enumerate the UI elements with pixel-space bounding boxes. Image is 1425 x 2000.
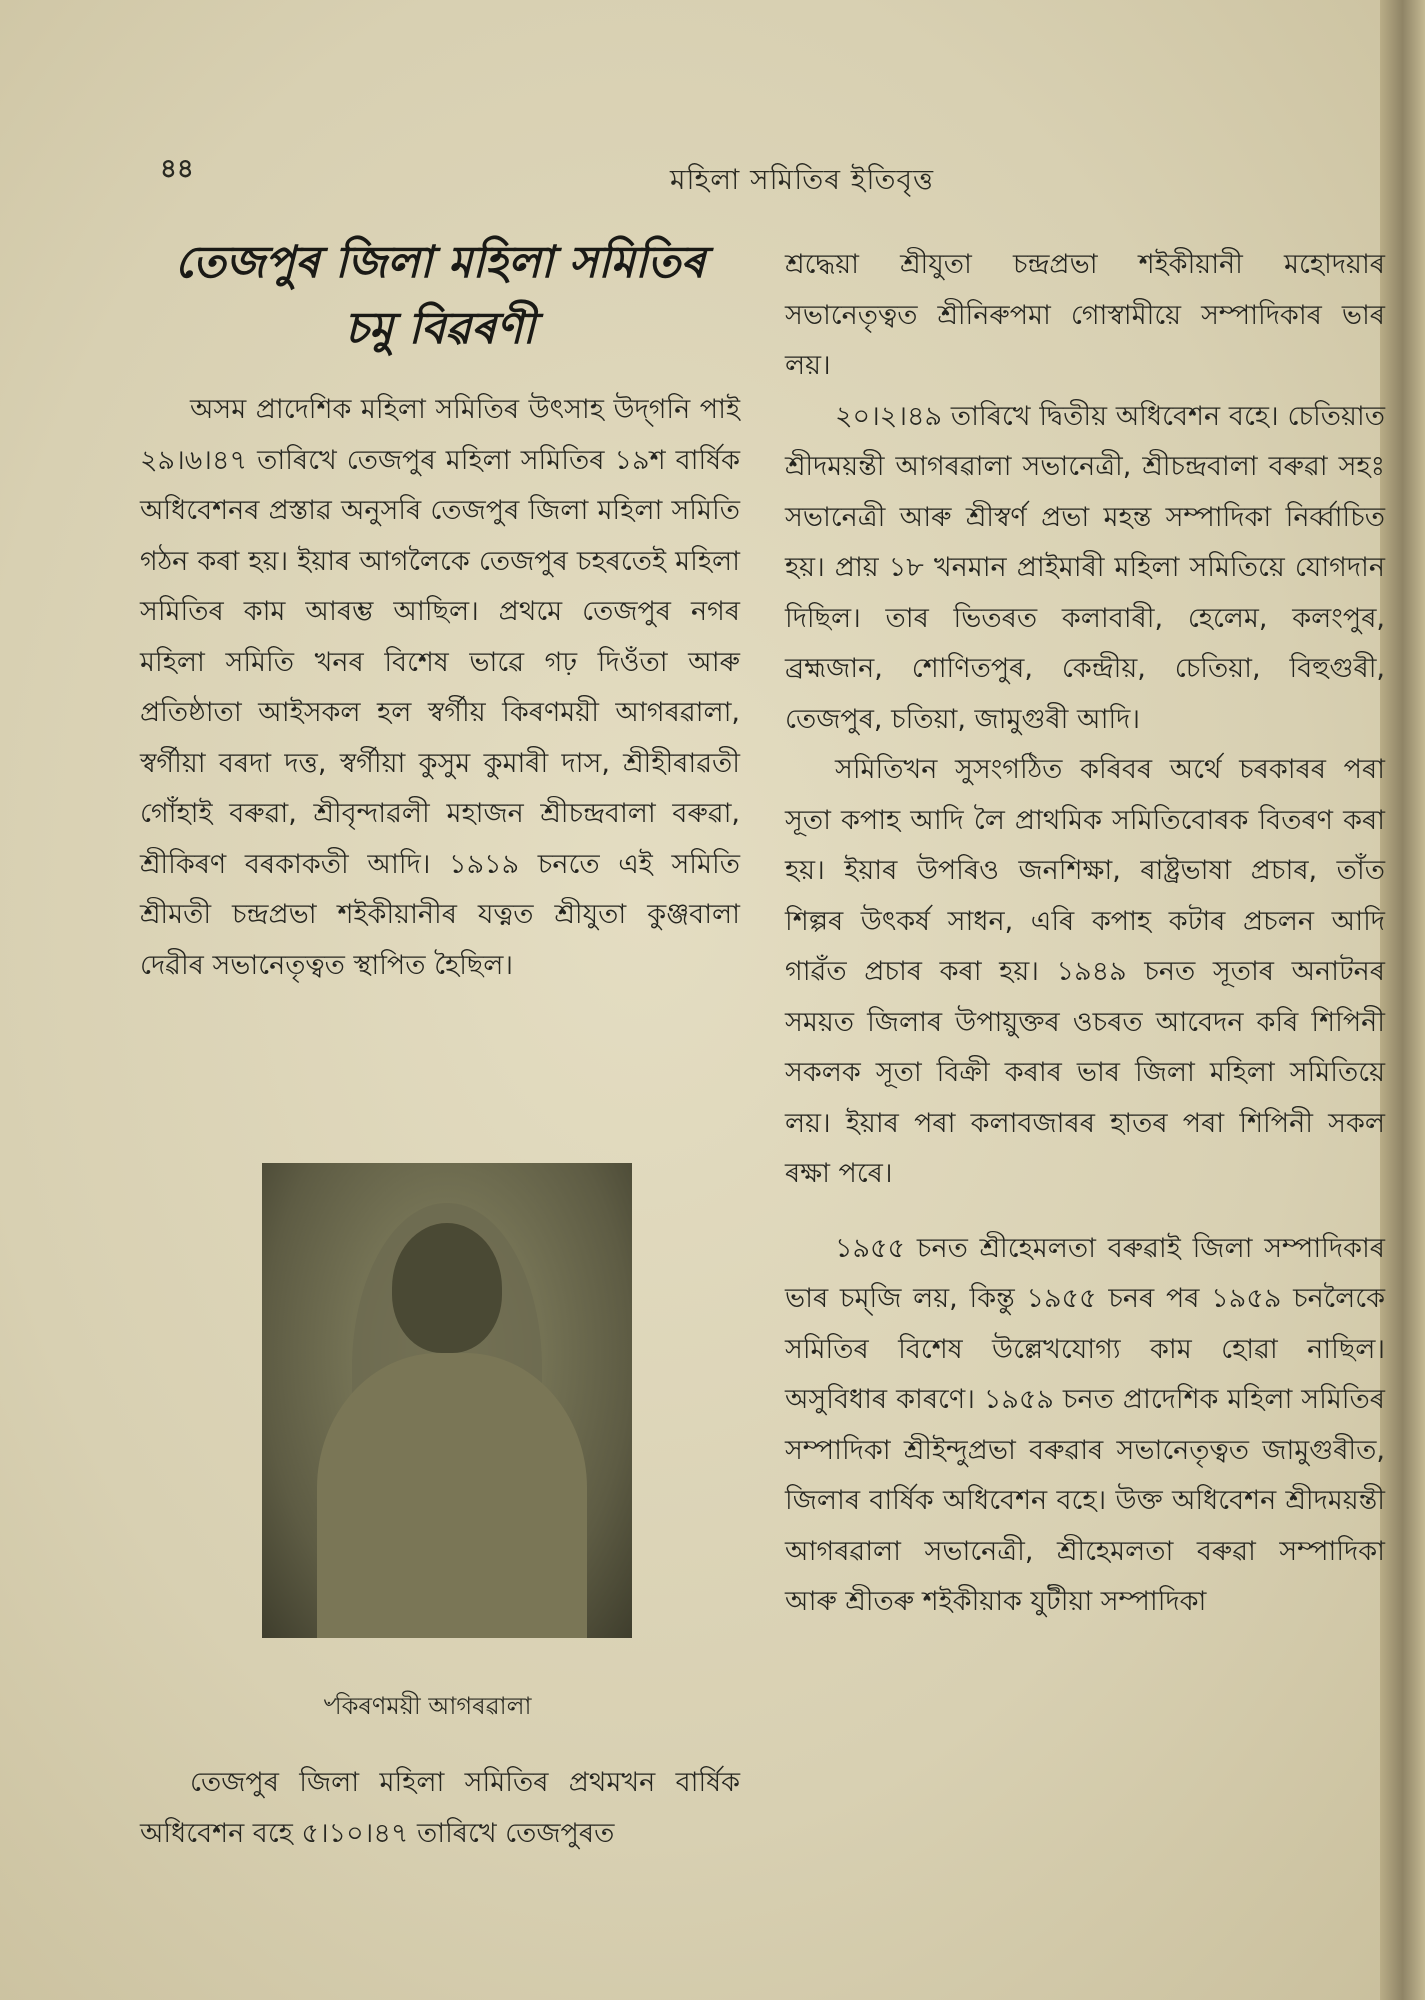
- page-fold-shadow: [1380, 0, 1425, 2000]
- running-title: মহিলা সমিতিৰ ইতিবৃত্ত: [670, 163, 935, 196]
- page-number: ৪৪: [160, 154, 194, 184]
- left-column: [140, 385, 740, 991]
- left-paragraph-1: অসম প্ৰাদেশিক মহিলা সমিতিৰ উৎসাহ উদ্‌গনি পাই ২৯।৬।৪৭ তাৰিখে তেজপুৰ মহিলা সমিতিৰ ১৯শ বাৰ্ষিক অধিবেশনৰ প্ৰস্তাৱ অনুসৰি তেজপুৰ জিলা মহিলা সমিতি গঠন কৰা হয়। ইয়াৰ আগলৈকে তেজপুৰ চহৰতেই মহিলা সমিতিৰ কাম আৰম্ভ আছিল। প্ৰথমে তেজপুৰ নগৰ মহিলা সমিতি খনৰ বিশেষ ভাৱে গঢ় দিওঁতা আৰু প্ৰতিষ্ঠাতা আইসকল হল স্বৰ্গীয় কিৰণময়ী আগৰৱালা, স্বৰ্গীয়া বৰদা দত্ত, স্বৰ্গীয়া কুসুম কুমাৰী দাস, শ্ৰীহীৰাৱতী গোঁহাই বৰুৱা, শ্ৰীবৃন্দাৱলী মহাজন শ্ৰীচন্দ্ৰবালা বৰুৱা, শ্ৰীকিৰণ বৰকাকতী আদি। ১৯১৯ চনতে এই সমিতি শ্ৰীমতী চন্দ্ৰপ্ৰভা শইকীয়ানীৰ যত্নত শ্ৰীযুতা কুঞ্জবালা দেৱীৰ সভানেতৃত্বত স্থাপিত হৈছিল।: [140, 394, 740, 981]
- right-column: [785, 240, 1385, 1628]
- right-paragraph-3: সমিতিখন সুসংগঠিত কৰিবৰ অৰ্থে চৰকাৰৰ পৰা সূতা কপাহ আদি লৈ প্ৰাথমিক সমিতিবোৰক বিতৰণ কৰা হয়। ইয়াৰ উপৰিও জনশিক্ষা, ৰাষ্ট্ৰভাষা প্ৰচাৰ, তাঁত শিল্পৰ উৎকৰ্ষ সাধন, এৰি কপাহ কটাৰ প্ৰচলন আদি গাৱঁত প্ৰচাৰ কৰা হয়। ১৯৪৯ চনত সূতাৰ অনাটনৰ সময়ত জিলাৰ উপায়ুক্তৰ ওচৰত আবেদন কৰি শিপিনী সকলক সূতা বিক্ৰী কৰাৰ ভাৰ জিলা মহিলা সমিতিয়ে লয়। ইয়াৰ পৰা কলাবজাৰৰ হাতৰ পৰা শিপিনী সকল ৰক্ষা পৰে।: [785, 754, 1385, 1189]
- photo-figure-body: [317, 1353, 587, 1638]
- right-paragraph-4: ১৯৫৫ চনত শ্ৰীহেমলতা বৰুৱাই জিলা সম্পাদিকাৰ ভাৰ চম্‌জি লয়, কিন্তু ১৯৫৫ চনৰ পৰ ১৯৫৯ চনলৈকে সমিতিৰ বিশেষ উল্লেখযোগ্য কাম হোৱা নাছিল। অসুবিধাৰ কাৰণে। ১৯৫৯ চনত প্ৰাদেশিক মহিলা সমিতিৰ সম্পাদিকা শ্ৰীইন্দুপ্ৰভা বৰুৱাৰ সভানেতৃত্বত জামুগুৰীত, জিলাৰ বাৰ্ষিক অধিবেশন বহে। উক্ত অধিবেশন শ্ৰীদময়ন্তী আগৰৱালা সভানেত্ৰী, শ্ৰীহেমলতা বৰুৱা সম্পাদিকা আৰু শ্ৰীতৰু শইকীয়াক যুটীয়া সম্পাদিকা: [785, 1232, 1385, 1617]
- photo-figure-head: [392, 1223, 502, 1353]
- right-paragraph-2: ২০।২।৪৯ তাৰিখে দ্বিতীয় অধিবেশন বহে। চেতিয়াত শ্ৰীদময়ন্তী আগৰৱালা সভানেত্ৰী, শ্ৰীচন্দ্ৰবালা বৰুৱা সহঃ সভানেত্ৰী আৰু শ্ৰীস্বৰ্ণ প্ৰভা মহন্ত সম্পাদিকা নিৰ্ব্বাচিত হয়। প্ৰায় ১৮ খনমান প্ৰাইমাৰী মহিলা সমিতিয়ে যোগদান দিছিল। তাৰ ভিতৰত কলাবাৰী, হেলেম, কলংপুৰ, ব্ৰহ্মজান, শোণিতপুৰ, কেন্দ্ৰীয়, চেতিয়া, বিহুগুৰী, তেজপুৰ, চতিয়া, জামুগুৰী আদি।: [785, 400, 1385, 735]
- article-title-line-1: তেজপুৰ জিলা মহিলা সমিতিৰ: [174, 237, 706, 288]
- bottom-paragraph: তেজপুৰ জিলা মহিলা সমিতিৰ প্ৰথমখন বাৰ্ষিক অধিবেশন বহে ৫।১০।৪৭ তাৰিখে তেজপুৰত: [140, 1767, 740, 1849]
- article-title-line-2: চমু বিৱৰণী: [344, 303, 536, 354]
- article-title: [120, 230, 760, 362]
- photo-caption: ৺কিৰণময়ী আগৰৱালা: [320, 1692, 532, 1720]
- portrait-photo: [262, 1163, 632, 1638]
- bottom-paragraph-block: [140, 1758, 740, 1859]
- right-paragraph-1: শ্ৰদ্ধেয়া শ্ৰীযুতা চন্দ্ৰপ্ৰভা শইকীয়ানী মহোদয়াৰ সভানেতৃত্বত শ্ৰীনিৰুপমা গোস্বামীয়ে সম্পাদিকাৰ ভাৰ লয়।: [785, 249, 1385, 381]
